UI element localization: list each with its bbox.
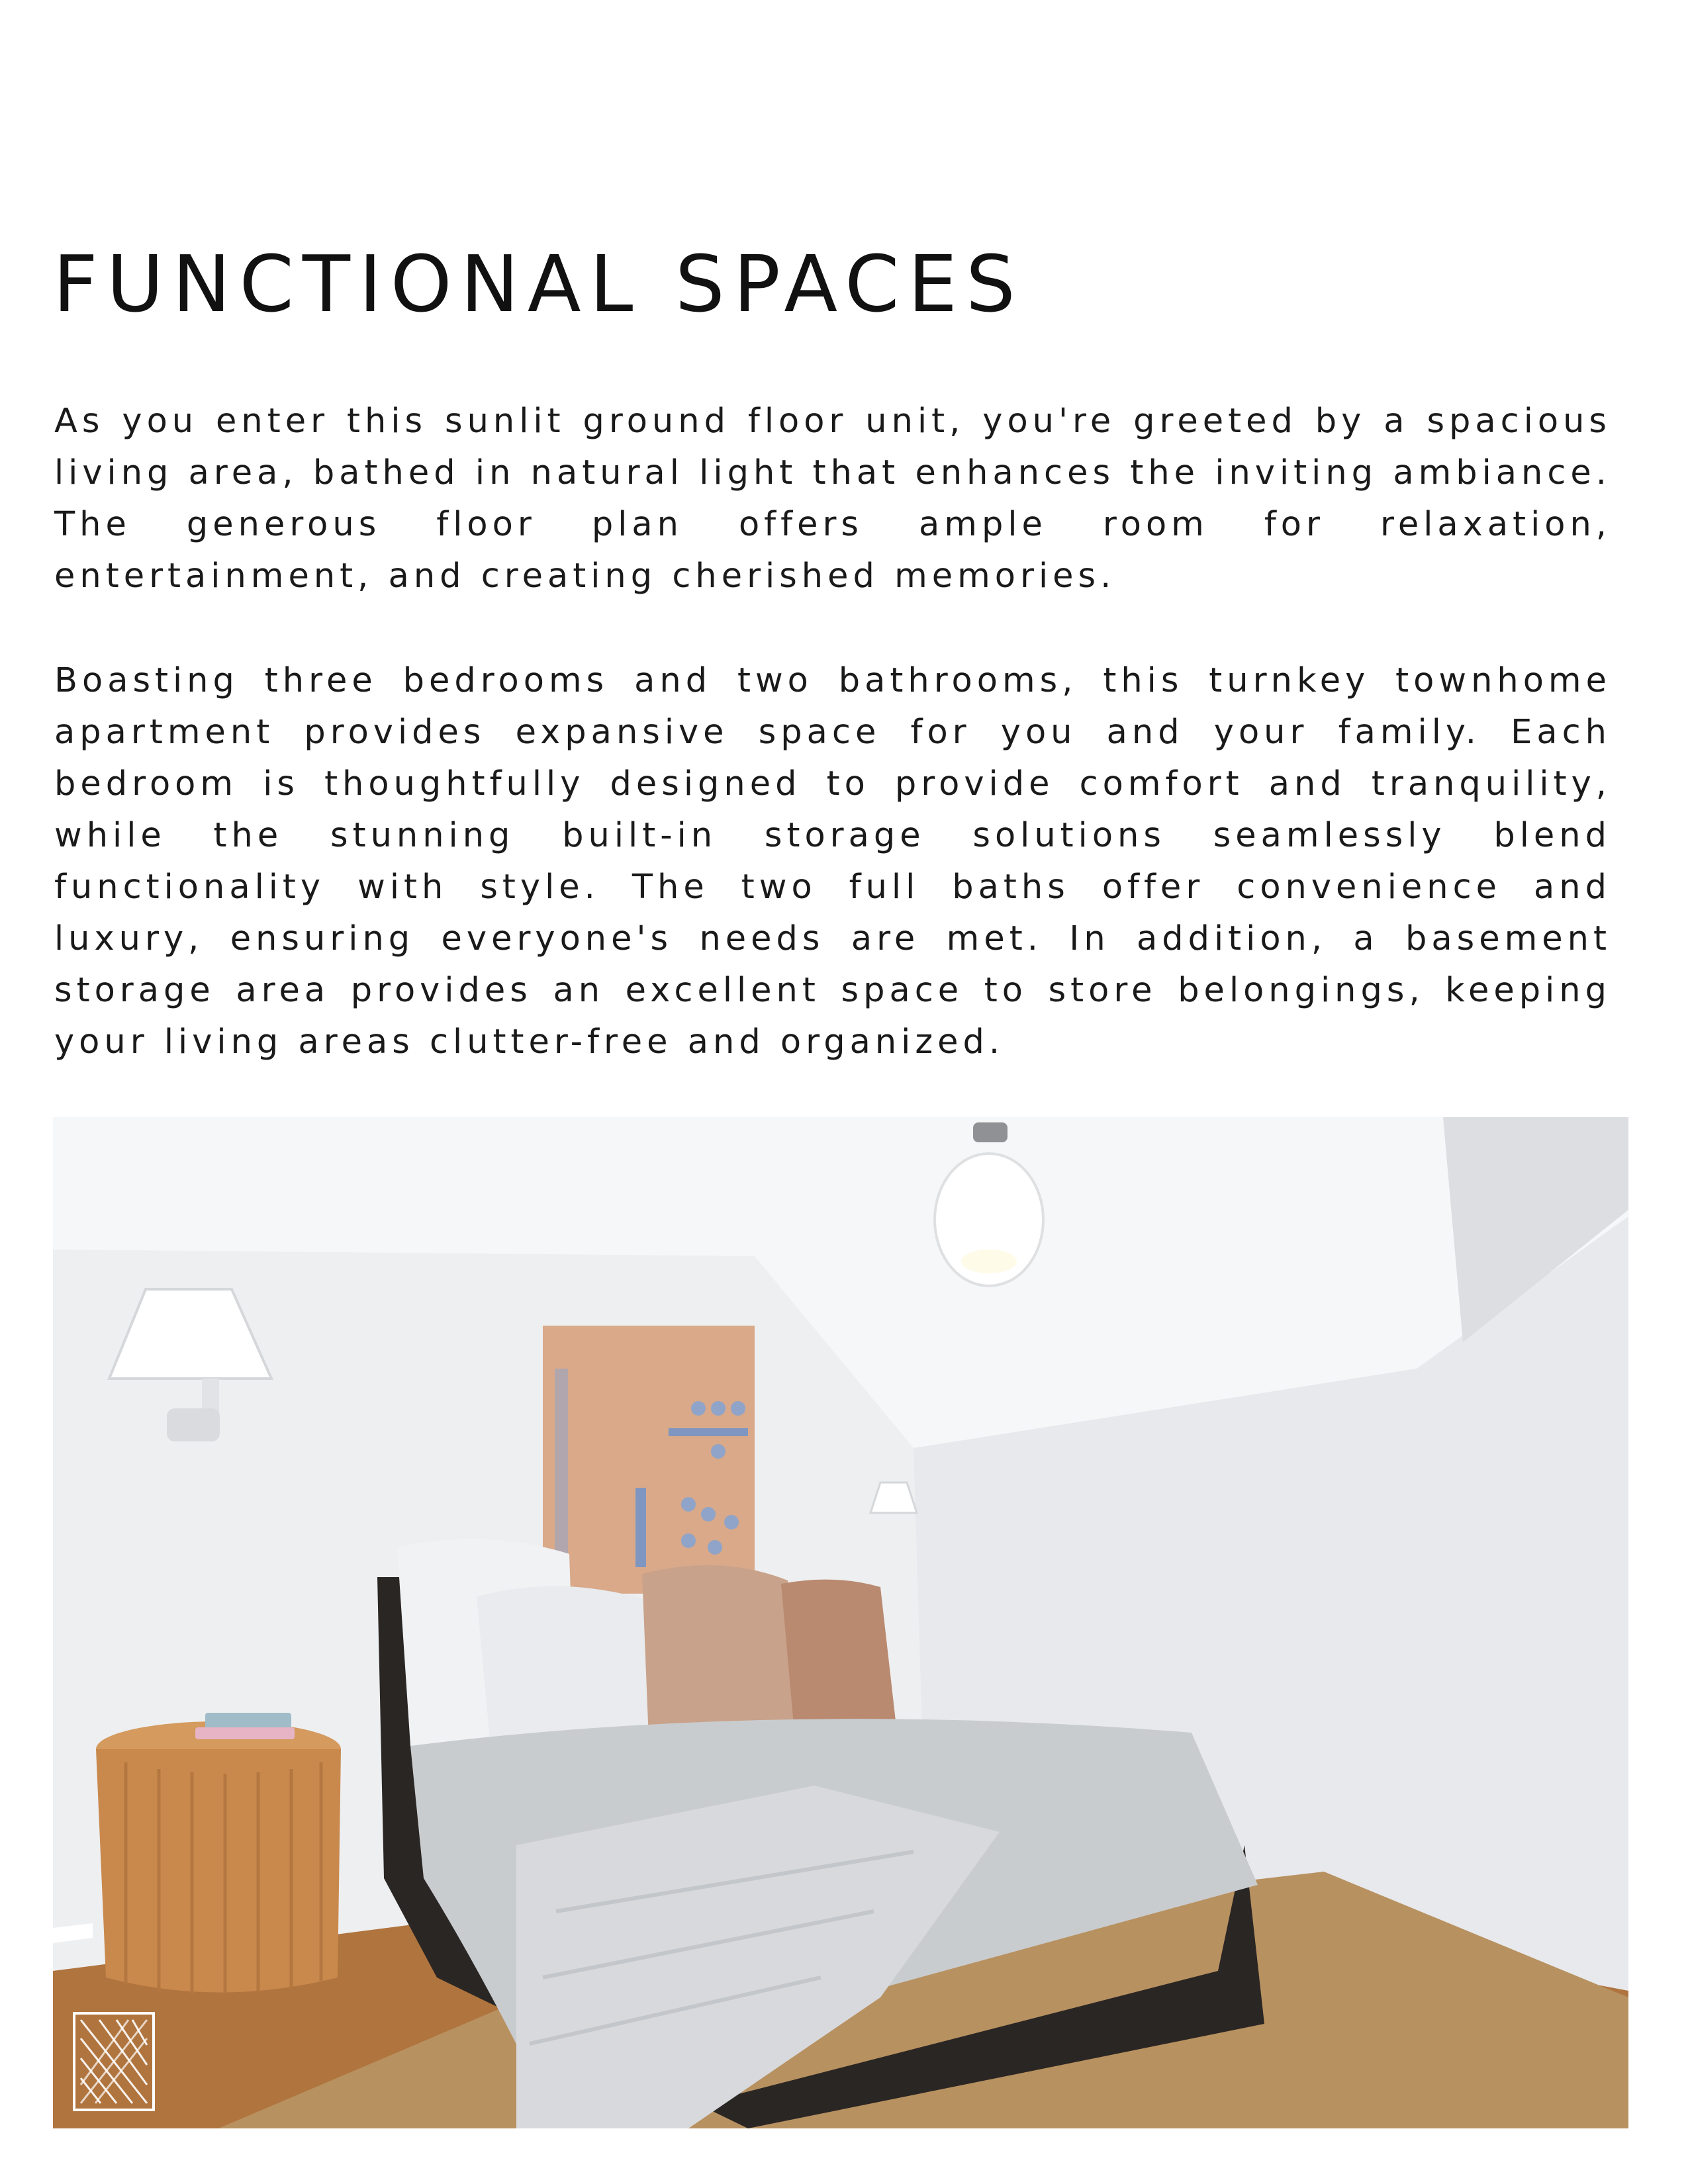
- bedroom-illustration: [53, 1117, 1628, 2128]
- features-paragraph: Boasting three bedrooms and two bathrooms, this turnkey townhome apartment provides expansive space for you and your family. Each bedroom is thoughtfully designed to provide comfort and tranquility, while the stunning built-in storage solutions seamlessly blend functionality with style. The two full baths offer convenience and luxury, ensuring everyone's needs are met. In addition, a basement storage area provides an excellent space to store belongings, keeping your living areas clutter-free and organized.: [54, 661, 1611, 1062]
- monogram-logo-icon: [73, 2012, 155, 2111]
- nightstand: [96, 1713, 341, 1994]
- wall-artwork: [543, 1326, 755, 1594]
- page-title: FUNCTIONAL SPACES: [53, 238, 1024, 330]
- intro-paragraph: As you enter this sunlit ground floor unit, you're greeted by a spacious living area, bathed in natural light that enhances the inviting ambiance. The generous floor plan offers ample room for relaxation, entertainment, and creating cherished memories.: [54, 402, 1611, 596]
- bedroom-photo: [53, 1117, 1628, 2128]
